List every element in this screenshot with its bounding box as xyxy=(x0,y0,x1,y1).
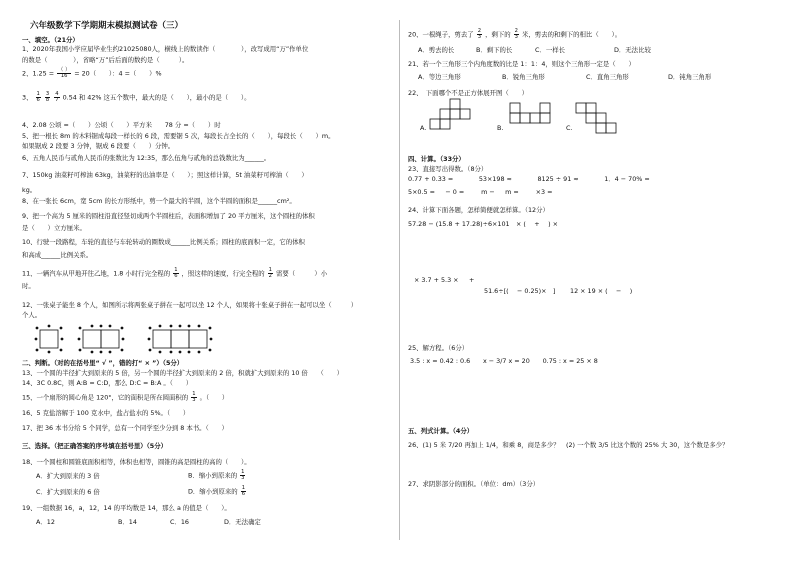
question-18-option-a: A．扩大到原来的 3 倍 xyxy=(36,472,100,480)
question-18-option-c: C．扩大到原来的 6 倍 xyxy=(36,488,100,496)
question-22-label-b: B. xyxy=(497,124,504,132)
question-8: 8、在一张长 6cm，宽 5cm 的长方形纸中，剪一个最大的半圆，这个半圆的面积是______cm²。 xyxy=(22,197,296,205)
question-20-option-a: A．剪去的长 xyxy=(418,46,455,54)
question-25-equations: 3.5 : x = 0.42 : 0.6 x − 3/7 x = 20 0.75 : x = 25 × 8 xyxy=(410,357,598,365)
question-11: 11、一辆汽车从甲地开往乙地，1.8 小时行完全程的 $\frac{1}{6}$ ，照这样的速度，行完全程的 $\frac{1}{2}$ 需要（ ）小 xyxy=(22,267,328,280)
question-24: 24、计算下面各题，怎样简便就怎样算。（12分） xyxy=(408,206,549,214)
question-19-option-a: A．12 xyxy=(36,518,55,526)
section-1-heading: 一、填空。（21分） xyxy=(22,36,79,44)
question-12-line2: 个人。 xyxy=(22,311,42,319)
net-b xyxy=(510,103,550,123)
question-2: 2、1.25 = $\frac{( )}{16}$ = 20（ ）：4 =（ ）% xyxy=(22,67,162,80)
two-tables-diagram xyxy=(83,330,119,348)
question-22-label-c: C. xyxy=(566,124,573,132)
section-2-heading: 二、判断。（对的在括号里“ √ ”，错的打“ × ”）（5分） xyxy=(22,359,184,367)
cube-nets-figure xyxy=(430,103,730,143)
section-3-heading: 三、选择。（把正确答案的序号填在括号里）（5分） xyxy=(22,442,168,450)
fraction: $\frac{1}{3}$ xyxy=(192,391,196,404)
question-21-option-b: B．锐角三角形 xyxy=(502,73,545,81)
net-c xyxy=(576,103,616,133)
question-18-option-b: B．缩小到原来的 $\frac{1}{3}$ xyxy=(188,469,245,482)
question-25: 25、解方程。（6分） xyxy=(408,344,469,352)
question-22: 22、 下面哪个不是正方体展开图（ ） xyxy=(408,89,528,97)
question-5-line2: 如果锯成 2 段要 3 分钟，锯成 6 段要（ ）分钟。 xyxy=(22,142,175,150)
question-20-option-d: D．无法比较 xyxy=(614,46,651,54)
seat-dots xyxy=(35,325,64,354)
question-19-option-c: C．16 xyxy=(170,518,189,526)
question-19-option-d: D．无法确定 xyxy=(224,518,261,526)
question-18-option-d: D．缩小到原来的 $\frac{1}{6}$ xyxy=(188,485,246,498)
question-24-expr3: × 3.7 + 5.3 × + xyxy=(414,276,483,284)
question-13: 13、一个圆的半径扩大到原来的 5 倍，另一个圆的半径扩大到原来的 2 倍，积就扩大到原来的 10 倍 （ ） xyxy=(22,369,343,377)
question-24-expr2: × ( + ) × xyxy=(516,220,558,228)
page-title: 六年级数学下学期期末模拟测试卷（三） xyxy=(30,21,184,31)
question-20-option-b: B．剩下的长 xyxy=(476,46,513,54)
fraction: $\frac{1}{6}$ xyxy=(241,485,246,498)
question-9-line2: 是（ ）立方厘米。 xyxy=(22,224,86,232)
question-1-line1: 1、2020年我国小学应届毕业生约21025080人，横线上的数读作（ ），改写成用“万”作单位 xyxy=(22,45,309,53)
fraction: $\frac{3}{8}$ xyxy=(45,91,50,104)
question-21-option-c: C．直角三角形 xyxy=(586,73,629,81)
column-divider xyxy=(399,20,400,540)
question-7-line1: 7、150kg 油菜籽可榨油 63kg，油菜籽的出油率是（ ）；照这样计算，5t 油菜籽可榨油（ ） xyxy=(22,171,308,179)
question-12-line1: 12、一张桌子能坐 8 个人，如图所示将两张桌子拼在一起可以坐 12 个人，如果将十张桌子拼在一起可以坐（ ） xyxy=(22,301,358,309)
question-6: 6、五角人民币与贰角人民币的张数比为 12:35，那么伍角与贰角的总钱数比为______。 xyxy=(22,154,271,162)
question-9-line1: 9、把一个高为 5 厘米的圆柱沿直径竖切成两个半圆柱后，表面积增加了 20 平方厘米，这个圆柱的体积 xyxy=(22,212,315,220)
question-26: 26、(1) 5 米 7/20 再加上 1/4，和乘 8，商是多少？ (2) 一个数 3/5 比这个数的 25% 大 30，这个数是多少？ xyxy=(408,441,729,449)
question-24-expr5: 12 × 19 × ( − ) xyxy=(570,287,633,295)
fraction: $\frac{1}{2}$ xyxy=(268,267,272,280)
question-21: 21、若一个三角形三个内角度数的比是 1：1：4，则这个三角形一定是（ ） xyxy=(408,60,635,68)
question-20: 20、一根绳子，剪去了 $\frac{2}{3}$ ，剩下的 $\frac{2}{3}$ 米，剪去的和剩下的相比（ ）。 xyxy=(408,28,622,41)
question-5-line1: 5、把一根长 8m 的木料锯成每段一样长的 6 段，需要锯 5 次，每段长占全长的（ ），每段长（ ）m。 xyxy=(22,132,335,140)
question-16: 16、5 克盐溶解于 100 克水中，盐占盐水的 5%。（ ） xyxy=(22,409,190,417)
question-21-option-d: D．钝角三角形 xyxy=(668,73,712,81)
question-18: 18、一个圆柱和圆锥底面积相等，体积也相等，圆锥的高是圆柱的高的（ ）。 xyxy=(22,458,251,466)
section-4-heading: 四、计算。（33分） xyxy=(408,155,465,163)
question-20-option-c: C．一样长 xyxy=(535,46,566,54)
fraction: $\frac{1}{6}$ xyxy=(36,91,40,104)
fraction: $\frac{4}{7}$ xyxy=(55,91,59,104)
fraction: $\frac{2}{3}$ xyxy=(477,28,482,41)
question-17: 17、把 36 本书分给 5 个同学，总有一个同学至少分到 8 本书。（ ） xyxy=(22,424,228,432)
question-1-line2: 的数是（ ），省略“万”后后面的数约是（ ）。 xyxy=(22,56,189,64)
question-24-expr1: 57.28 − (15.8 + 17.28)÷6×101 xyxy=(408,220,510,228)
single-table-diagram xyxy=(40,330,58,348)
question-4: 4、2.08 公顷 =（ ）公顷（ ）平方米 78 分 =（ ）时 xyxy=(22,121,221,129)
section-5-heading: 五、列式计算。（4分） xyxy=(408,427,474,435)
question-3: 3、 $\frac{1}{6}$ $\frac{3}{8}$ $\frac{4}{7}$ 0.54 和 42% 这五个数中，最大的是（ ），最小的是（ ）。 xyxy=(22,91,251,104)
question-19: 19、一组数据 16，a，12，14 的平均数是 14，那么 a 的值是（ ）。 xyxy=(22,504,231,512)
question-14: 14、3C 0.8C，则 A:B = C:D，那么 D:C = B:A 。（ ） xyxy=(22,379,193,387)
question-23: 23、直接写出得数。（8分） xyxy=(408,165,488,173)
question-10-line2: 和高成______比例关系。 xyxy=(22,251,93,259)
question-23-row2: 5×0.5 = − 0 = m − m = ×3 = xyxy=(408,188,553,196)
question-23-row1: 0.77 + 0.33 = 53×198 ≈ 8125 ÷ 91 ≈ 1．4 − 70% = xyxy=(408,175,650,183)
question-21-option-a: A．等边三角形 xyxy=(418,73,461,81)
question-11-line2: 时。 xyxy=(22,282,35,290)
three-tables-diagram xyxy=(153,330,207,348)
tables-figure xyxy=(35,322,235,358)
question-15: 15、一个扇形的圆心角是 120°，它的面积是所在圆面积的 $\frac{1}{3}$ 。（ ） xyxy=(22,391,229,404)
question-10-line1: 10、行驶一段路程，车轮的直径与车轮转动的圈数成______比例关系；圆柱的底面积一定，它的体积 xyxy=(22,238,305,246)
question-27: 27、求阴影部分的面积。（单位：dm）（3分） xyxy=(408,480,540,488)
question-22-label-a: A. xyxy=(420,124,427,132)
net-a xyxy=(430,99,470,129)
fraction: $\frac{1}{6}$ xyxy=(174,267,178,280)
question-7-line2: kg。 xyxy=(22,186,37,194)
fraction: $\frac{1}{3}$ xyxy=(241,469,245,482)
question-24-expr4: 51.6÷[( − 0.25)× ] xyxy=(484,287,556,295)
fraction: $\frac{( )}{16}$ xyxy=(58,67,71,80)
fraction: $\frac{2}{3}$ xyxy=(514,28,518,41)
question-19-option-b: B．14 xyxy=(118,518,137,526)
